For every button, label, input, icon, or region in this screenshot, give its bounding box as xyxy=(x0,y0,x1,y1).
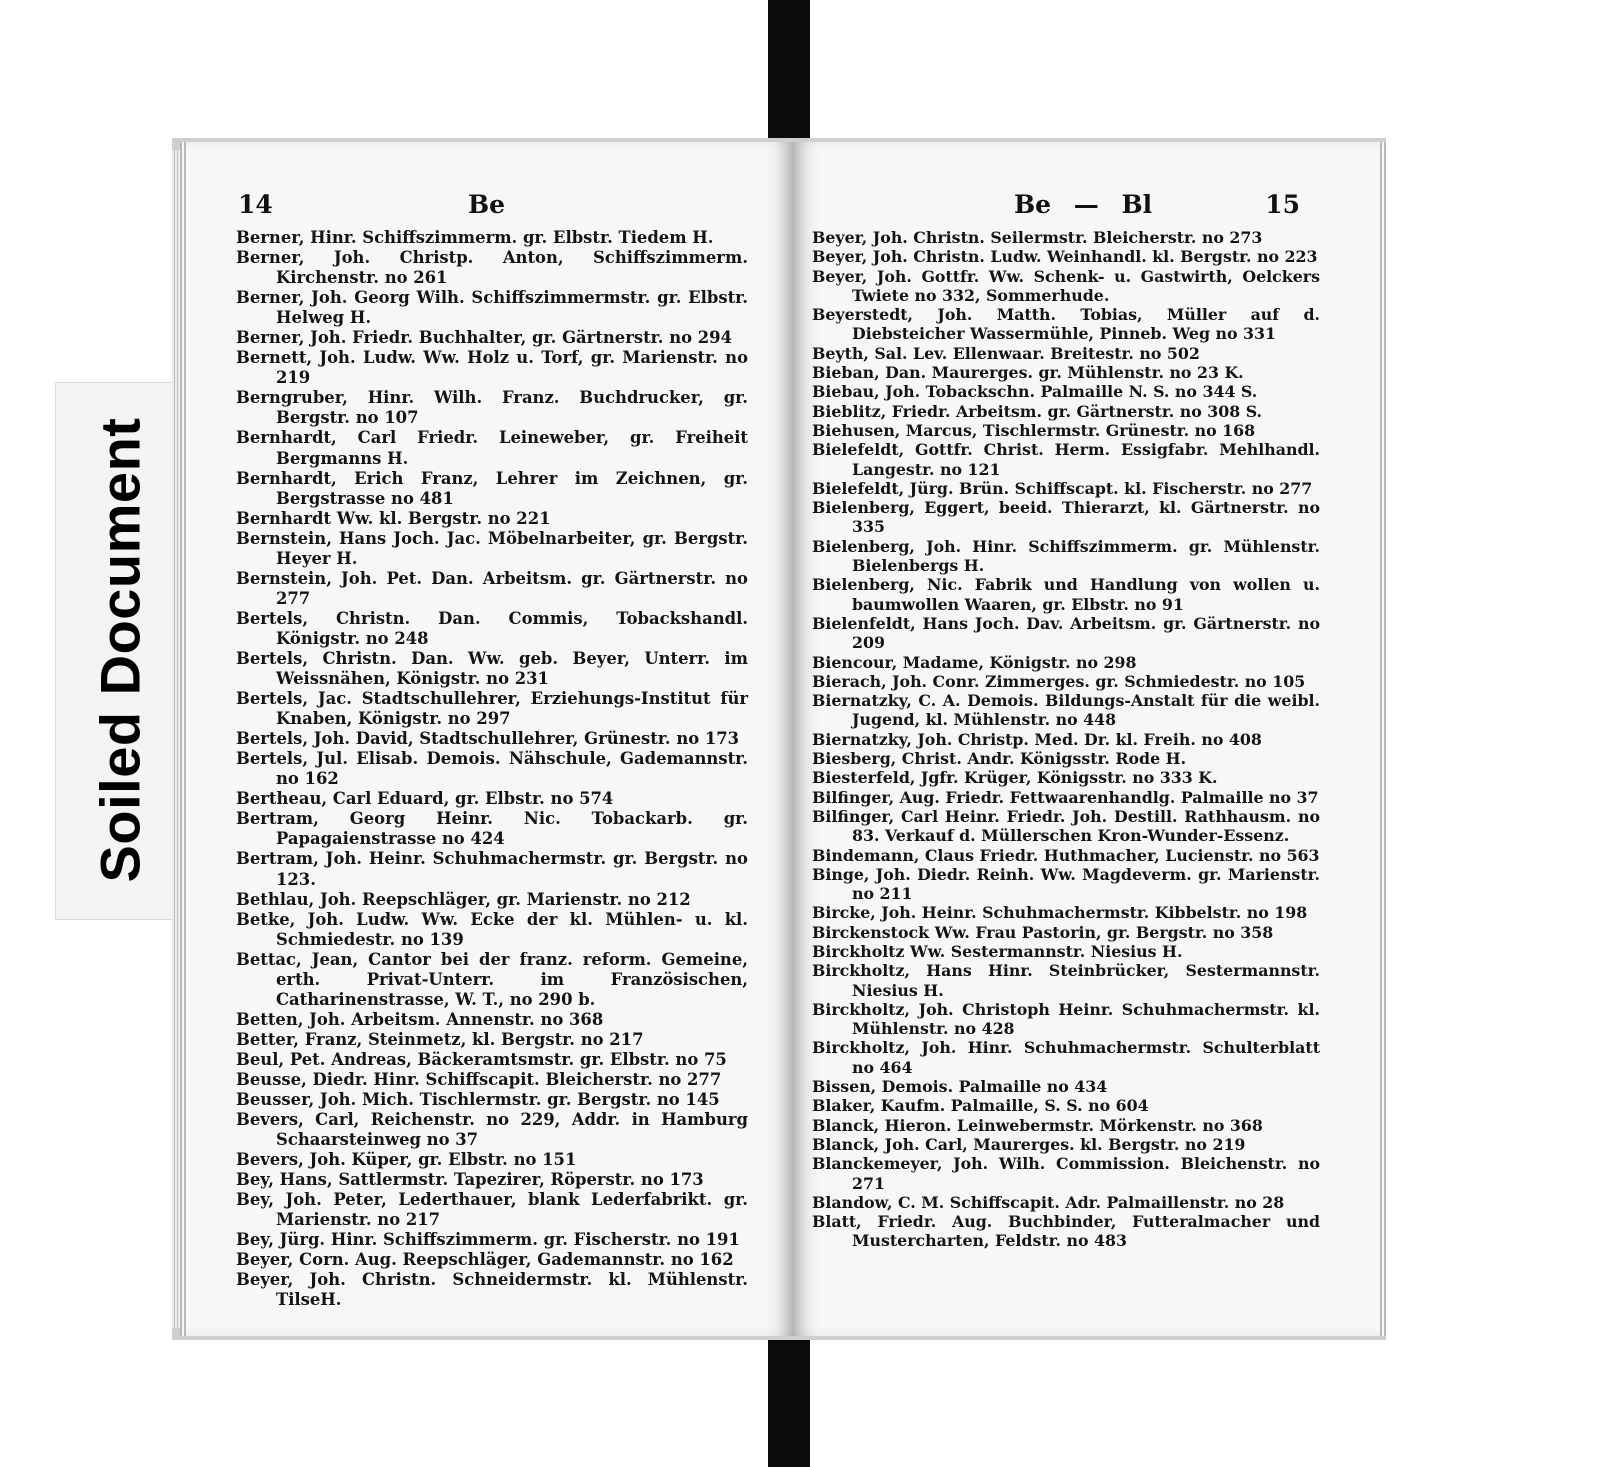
soiled-document-label: Soiled Document xyxy=(88,417,152,883)
directory-entry: Bertheau, Carl Eduard, gr. Elbstr. no 574 xyxy=(236,789,614,809)
directory-entry: Bey, Hans, Sattlermstr. Tapezirer, Röperstr. no 173 xyxy=(236,1170,704,1190)
directory-entry: Berngruber, Hinr. Wilh. Franz. Buchdrucker, gr. Bergstr. no 107 xyxy=(236,388,748,428)
binding-strap-top xyxy=(768,0,810,152)
directory-entry: Bertels, Jac. Stadtschullehrer, Erziehungs-Institut für Knaben, Königstr. no 297 xyxy=(236,689,748,729)
directory-entry: Beusser, Joh. Mich. Tischlermstr. gr. Bergstr. no 145 xyxy=(236,1090,720,1110)
directory-entry: Bielenfeldt, Hans Joch. Dav. Arbeitsm. gr. Gärtnerstr. no 209 xyxy=(812,613,1320,653)
left-page-number: 14 xyxy=(238,190,273,219)
right-page-title: Be — Bl xyxy=(1014,190,1153,219)
directory-entry: Bernett, Joh. Ludw. Ww. Holz u. Torf, gr. Marienstr. no 219 xyxy=(236,348,748,388)
directory-entry: Bieban, Dan. Maurerges. gr. Mühlenstr. no 23 K. xyxy=(812,363,1244,383)
directory-entry: Blanckemeyer, Joh. Wilh. Commission. Bleichenstr. no 271 xyxy=(812,1154,1320,1193)
directory-entry: Birckenstock Ww. Frau Pastorin, gr. Bergstr. no 358 xyxy=(812,922,1274,942)
directory-entry: Bertels, Christn. Dan. Ww. geb. Beyer, Unterr. im Weissnähen, Königstr. no 231 xyxy=(236,648,748,689)
directory-entry: Bernhardt Ww. kl. Bergstr. no 221 xyxy=(236,508,551,528)
directory-entry: Beyer, Joh. Christn. Ludw. Weinhandl. kl. Bergstr. no 223 xyxy=(812,247,1318,267)
directory-entry: Bielefeldt, Gottfr. Christ. Herm. Essigfabr. Mehlhandl. Langestr. no 121 xyxy=(812,440,1320,479)
directory-entry: Beusse, Diedr. Hinr. Schiffscapit. Bleicherstr. no 277 xyxy=(236,1069,722,1089)
directory-entry: Bernhardt, Erich Franz, Lehrer im Zeichnen, gr. Bergstrasse no 481 xyxy=(236,468,748,508)
directory-entry: Birckholtz Ww. Sestermannstr. Niesius H. xyxy=(812,941,1183,961)
directory-entry: Bethlau, Joh. Reepschläger, gr. Marienstr. no 212 xyxy=(236,889,691,909)
directory-entry: Blaker, Kaufm. Palmaille, S. S. no 604 xyxy=(812,1096,1149,1116)
directory-entry: Bielenberg, Joh. Hinr. Schiffszimmerm. gr. Mühlenstr. Bielenbergs H. xyxy=(812,536,1320,576)
right-page xyxy=(792,142,1386,1336)
left-entry-list xyxy=(236,228,748,1311)
directory-entry: Biernatzky, Joh. Christp. Med. Dr. kl. Freih. no 408 xyxy=(812,729,1262,749)
directory-entry: Beyer, Corn. Aug. Reepschläger, Gademannstr. no 162 xyxy=(236,1250,734,1270)
directory-entry: Bernstein, Joh. Pet. Dan. Arbeitsm. gr. Gärtnerstr. no 277 xyxy=(236,568,748,608)
directory-entry: Bielenberg, Eggert, beeid. Thierarzt, kl. Gärtnerstr. no 335 xyxy=(812,498,1320,537)
directory-entry: Betke, Joh. Ludw. Ww. Ecke der kl. Mühlen- u. kl. Schmiedestr. no 139 xyxy=(236,909,748,949)
directory-entry: Biencour, Madame, Königstr. no 298 xyxy=(812,652,1137,672)
directory-entry: Birckholtz, Joh. Christoph Heinr. Schuhmachermstr. kl. Mühlenstr. no 428 xyxy=(812,999,1320,1039)
directory-entry: Berner, Joh. Friedr. Buchhalter, gr. Gärtnerstr. no 294 xyxy=(236,328,732,348)
directory-entry: Bevers, Joh. Küper, gr. Elbstr. no 151 xyxy=(236,1150,577,1170)
directory-entry: Bernstein, Hans Joch. Jac. Möbelnarbeiter, gr. Bergstr. Heyer H. xyxy=(236,528,748,568)
directory-entry: Bertram, Georg Heinr. Nic. Tobackarb. gr. Papagaienstrasse no 424 xyxy=(236,809,748,849)
directory-entry: Bilfinger, Carl Heinr. Friedr. Joh. Destill. Rathhausm. no 83. Verkauf d. Müllerschen Kron-Wunder-Essenz. xyxy=(812,806,1320,846)
directory-entry: Beyer, Joh. Gottfr. Ww. Schenk- u. Gastwirth, Oelckers Twiete no 332, Sommerhude. xyxy=(812,266,1320,305)
directory-entry: Bevers, Carl, Reichenstr. no 229, Addr. in Hamburg Schaarsteinweg no 37 xyxy=(236,1110,748,1150)
directory-entry: Birckholtz, Hans Hinr. Steinbrücker, Sestermannstr. Niesius H. xyxy=(812,961,1320,1000)
left-page-edge xyxy=(172,150,180,1328)
directory-entry: Betten, Joh. Arbeitsm. Annenstr. no 368 xyxy=(236,1009,604,1029)
directory-entry: Blatt, Friedr. Aug. Buchbinder, Futteralmacher und Mustercharten, Feldstr. no 483 xyxy=(812,1212,1320,1251)
right-page-header xyxy=(792,190,1380,230)
left-page-header xyxy=(186,190,794,230)
right-page-number: 15 xyxy=(1265,190,1300,219)
directory-entry: Biebau, Joh. Tobackschn. Palmaille N. S. no 344 S. xyxy=(812,382,1258,402)
directory-entry: Berner, Joh. Christp. Anton, Schiffszimmerm. Kirchenstr. no 261 xyxy=(236,248,748,288)
directory-entry: Berner, Hinr. Schiffszimmerm. gr. Elbstr. Tiedem H. xyxy=(236,228,714,247)
directory-entry: Bissen, Demois. Palmaille no 434 xyxy=(812,1077,1108,1097)
directory-entry: Bertram, Joh. Heinr. Schuhmachermstr. gr. Bergstr. no 123. xyxy=(236,849,748,889)
directory-entry: Beyer, Joh. Christn. Schneidermstr. kl. Mühlenstr. TilseH. xyxy=(236,1270,748,1310)
directory-entry: Beyer, Joh. Christn. Seilermstr. Bleicherstr. no 273 xyxy=(812,228,1263,247)
directory-entry: Berner, Joh. Georg Wilh. Schiffszimmermstr. gr. Elbstr. Helweg H. xyxy=(236,288,748,328)
directory-entry: Blandow, C. M. Schiffscapit. Adr. Palmaillenstr. no 28 xyxy=(812,1192,1285,1212)
directory-entry: Beyth, Sal. Lev. Ellenwaar. Breitestr. no 502 xyxy=(812,343,1200,363)
directory-entry: Bernhardt, Carl Friedr. Leineweber, gr. Freiheit Bergmanns H. xyxy=(236,428,748,468)
directory-entry: Bey, Jürg. Hinr. Schiffszimmerm. gr. Fischerstr. no 191 xyxy=(236,1230,740,1250)
left-page-title: Be xyxy=(468,190,506,219)
directory-entry: Bertels, Joh. David, Stadtschullehrer, Grünestr. no 173 xyxy=(236,729,740,749)
directory-entry: Biesterfeld, Jgfr. Krüger, Königsstr. no 333 K. xyxy=(812,768,1218,788)
directory-entry: Bierach, Joh. Conr. Zimmerges. gr. Schmiedestr. no 105 xyxy=(812,671,1306,691)
directory-entry: Bielenberg, Nic. Fabrik und Handlung von wollen u. baumwollen Waaren, gr. Elbstr. no 91 xyxy=(812,575,1320,614)
right-entry-list xyxy=(812,228,1320,1251)
directory-entry: Bindemann, Claus Friedr. Huthmacher, Lucienstr. no 563 xyxy=(812,845,1320,865)
directory-entry: Bettac, Jean, Cantor bei der franz. reform. Gemeine, erth. Privat-Unterr. im Französischen, Catharinenstrasse, W. T., no 290 b. xyxy=(236,949,748,1009)
directory-entry: Bilfinger, Aug. Friedr. Fettwaarenhandlg. Palmaille no 37 xyxy=(812,787,1319,807)
directory-entry: Blanck, Hieron. Leinwebermstr. Mörkenstr. no 368 xyxy=(812,1115,1263,1135)
binding-strap-bottom xyxy=(768,1328,810,1467)
directory-entry: Beul, Pet. Andreas, Bäckeramtsmstr. gr. Elbstr. no 75 xyxy=(236,1049,727,1069)
directory-entry: Bielefeldt, Jürg. Brün. Schiffscapt. kl. Fischerstr. no 277 xyxy=(812,478,1313,498)
directory-entry: Bertels, Jul. Elisab. Demois. Nähschule, Gademannstr. no 162 xyxy=(236,749,748,789)
left-page xyxy=(180,142,794,1336)
directory-entry: Binge, Joh. Diedr. Reinh. Ww. Magdeverm. gr. Marienstr. no 211 xyxy=(812,864,1320,904)
directory-entry: Birckholtz, Joh. Hinr. Schuhmachermstr. Schulterblatt no 464 xyxy=(812,1038,1320,1077)
directory-entry: Bey, Joh. Peter, Lederthauer, blank Lederfabrikt. gr. Marienstr. no 217 xyxy=(236,1190,748,1230)
directory-entry: Bircke, Joh. Heinr. Schuhmachermstr. Kibbelstr. no 198 xyxy=(812,903,1308,923)
directory-entry: Bieblitz, Friedr. Arbeitsm. gr. Gärtnerstr. no 308 S. xyxy=(812,401,1263,421)
directory-entry: Beyerstedt, Joh. Matth. Tobias, Müller auf d. Diebsteicher Wassermühle, Pinneb. Weg no 331 xyxy=(812,305,1320,344)
directory-entry: Biernatzky, C. A. Demois. Bildungs-Anstalt für die weibl. Jugend, kl. Mühlenstr. no 448 xyxy=(812,691,1320,730)
directory-entry: Blanck, Joh. Carl, Maurerges. kl. Bergstr. no 219 xyxy=(812,1134,1246,1154)
directory-entry: Better, Franz, Steinmetz, kl. Bergstr. no 217 xyxy=(236,1029,644,1049)
directory-entry: Bertels, Christn. Dan. Commis, Tobackshandl. Königstr. no 248 xyxy=(236,608,748,648)
directory-entry: Biehusen, Marcus, Tischlermstr. Grünestr. no 168 xyxy=(812,420,1256,440)
directory-entry: Biesberg, Christ. Andr. Königsstr. Rode H. xyxy=(812,749,1187,769)
